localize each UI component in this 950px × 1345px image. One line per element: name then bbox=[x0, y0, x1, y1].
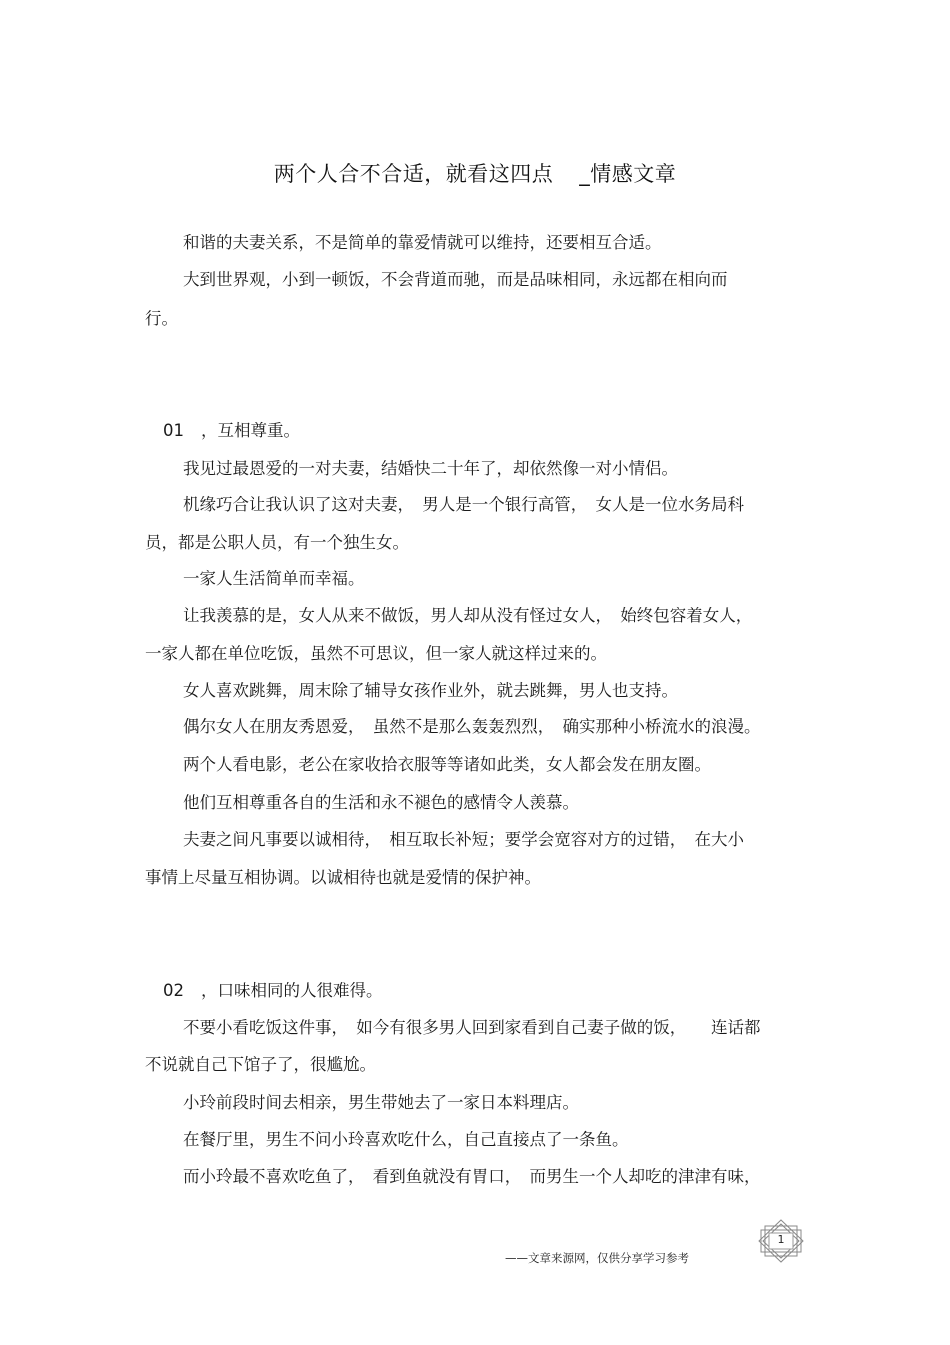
title-suffix: _情感文章 bbox=[579, 162, 677, 186]
paragraph-line: 员，都是公职人员，有一个独生女。 bbox=[145, 533, 409, 552]
section-2-heading bbox=[163, 980, 833, 1002]
intro-paragraph-1: 和谐的夫妻关系，不是简单的靠爱情就可以维持，还要相互合适。 bbox=[183, 233, 662, 252]
paragraph-line: 一家人生活简单而幸福。 bbox=[183, 569, 365, 588]
paragraph-line: 女人喜欢跳舞，周末除了辅导女孩作业外，就去跳舞，男人也支持。 bbox=[183, 681, 678, 700]
paragraph-line: 而小玲最不喜欢吃鱼了， 看到鱼就没有胃口， 而男生一个人却吃的津津有味， bbox=[183, 1167, 761, 1186]
paragraph-line: 不说就自己下馆子了，很尴尬。 bbox=[145, 1055, 376, 1074]
intro-paragraph-2: 大到世界观，小到一顿饭，不会背道而驰，而是品味相同，永远都在相向而 bbox=[183, 270, 728, 289]
footer-source-note: ——文章来源网，仅供分享学习参考 bbox=[505, 1251, 689, 1265]
paragraph-line: 在餐厅里，男生不问小玲喜欢吃什么，自己直接点了一条鱼。 bbox=[183, 1130, 629, 1149]
paragraph-line: 小玲前段时间去相亲，男生带她去了一家日本料理店。 bbox=[183, 1093, 579, 1112]
section-1-number: 01 bbox=[163, 421, 184, 440]
section-1-title: ，互相尊重。 bbox=[201, 421, 300, 440]
paragraph-line: 让我羡慕的是，女人从来不做饭，男人却从没有怪过女人， 始终包容着女人， bbox=[183, 606, 753, 625]
paragraph-line: 不要小看吃饭这件事， 如今有很多男人回到家看到自己妻子做的饭， 连话都 bbox=[183, 1018, 761, 1037]
paragraph-line: 两个人看电影，老公在家收拾衣服等等诸如此类，女人都会发在朋友圈。 bbox=[183, 755, 711, 774]
paragraph-line: 事情上尽量互相协调。以诚相待也就是爱情的保护神。 bbox=[145, 868, 541, 887]
paragraph-line: 偶尔女人在朋友秀恩爱， 虽然不是那么轰轰烈烈， 确实那种小桥流水的浪漫。 bbox=[183, 717, 761, 736]
paragraph-line: 夫妻之间凡事要以诚相待， 相互取长补短；要学会宽容对方的过错， 在大小 bbox=[183, 830, 744, 849]
paragraph-line: 我见过最恩爱的一对夫妻，结婚快二十年了，却依然像一对小情侣。 bbox=[183, 459, 678, 478]
paragraph-line: 一家人都在单位吃饭，虽然不可思议，但一家人就这样过来的。 bbox=[145, 644, 607, 663]
section-2-number: 02 bbox=[163, 981, 184, 1000]
page-number-badge bbox=[755, 1218, 807, 1264]
paragraph-line: 机缘巧合让我认识了这对夫妻， 男人是一个银行高管， 女人是一位水务局科 bbox=[183, 495, 744, 514]
title-main: 两个人合不合适，就看这四点 bbox=[273, 162, 554, 186]
section-2-title: ，口味相同的人很难得。 bbox=[201, 981, 383, 1000]
page-number: 1 bbox=[777, 1233, 785, 1246]
section-1-heading bbox=[163, 420, 833, 442]
intro-paragraph-2-cont: 行。 bbox=[145, 309, 178, 328]
paragraph-line: 他们互相尊重各自的生活和永不褪色的感情令人羡慕。 bbox=[183, 793, 579, 812]
page-title bbox=[0, 158, 950, 188]
